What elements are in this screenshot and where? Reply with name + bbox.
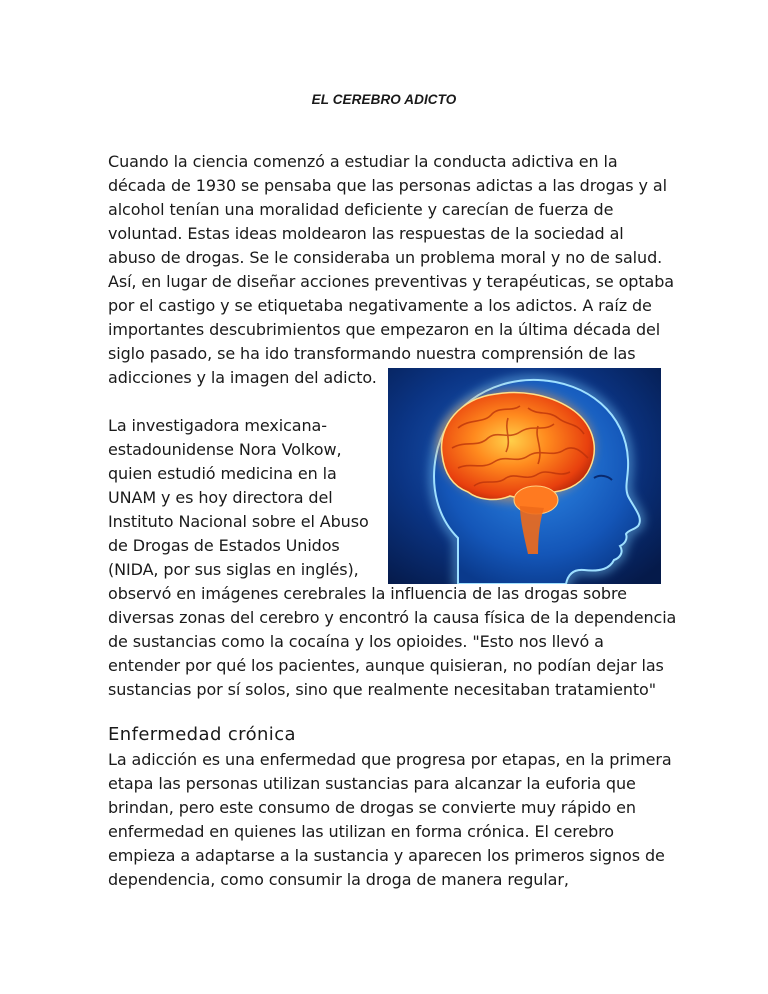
paragraph-line: siglo pasado, se ha ido transformando nuestra comprensión de las	[108, 344, 636, 363]
paragraph-line: La investigadora mexicana-	[108, 416, 327, 435]
paragraph-line: La adicción es una enfermedad que progresa por etapas, en la primera	[108, 750, 672, 769]
paragraph-line: de Drogas de Estados Unidos	[108, 536, 340, 555]
paragraph-line: brindan, pero este consumo de drogas se convierte muy rápido en	[108, 798, 636, 817]
paragraph-line: dependencia, como consumir la droga de manera regular,	[108, 870, 569, 889]
paragraph-line: estadounidense Nora Volkow,	[108, 440, 342, 459]
paragraph-line: entender por qué los pacientes, aunque quisieran, no podían dejar las	[108, 656, 664, 675]
paragraph-line: (NIDA, por sus siglas en inglés),	[108, 560, 359, 579]
paragraph-line: Instituto Nacional sobre el Abuso	[108, 512, 369, 531]
paragraph-line: quien estudió medicina en la	[108, 464, 337, 483]
paragraph-line: por el castigo y se etiquetaba negativamente a los adictos. A raíz de	[108, 296, 652, 315]
paragraph-line: abuso de drogas. Se le consideraba un problema moral y no de salud.	[108, 248, 663, 267]
paragraph-line: empieza a adaptarse a la sustancia y aparecen los primeros signos de	[108, 846, 665, 865]
paragraph-line: observó en imágenes cerebrales la influencia de las drogas sobre	[108, 584, 627, 603]
paragraph-line: adicciones y la imagen del adicto.	[108, 368, 377, 387]
paragraph-line: importantes descubrimientos que empezaron en la última década del	[108, 320, 661, 339]
paragraph-line: Así, en lugar de diseñar acciones preventivas y terapéuticas, se optaba	[108, 272, 674, 291]
paragraph-line: de sustancias como la cocaína y los opioides. "Esto nos llevó a	[108, 632, 604, 651]
paragraph-line: alcohol tenían una moralidad deficiente y carecían de fuerza de	[108, 200, 614, 219]
document-title: EL CEREBRO ADICTO	[311, 92, 457, 107]
paragraph-line: sustancias por sí solos, sino que realmente necesitaban tratamiento"	[108, 680, 657, 699]
paragraph-line: enfermedad en quienes las utilizan en forma crónica. El cerebro	[108, 822, 614, 841]
paragraph-line: década de 1930 se pensaba que las personas adictas a las drogas y al	[108, 176, 667, 195]
paragraph-line: diversas zonas del cerebro y encontró la causa física de la dependencia	[108, 608, 677, 627]
brain-head-illustration-icon	[388, 368, 661, 584]
paragraph-line: etapa las personas utilizan sustancias para alcanzar la euforia que	[108, 774, 636, 793]
paragraph-line: voluntad. Estas ideas moldearon las respuestas de la sociedad al	[108, 224, 624, 243]
paragraph-line: Cuando la ciencia comenzó a estudiar la conducta adictiva en la	[108, 152, 618, 171]
section-heading: Enfermedad crónica	[108, 724, 296, 745]
paragraph-line: UNAM y es hoy directora del	[108, 488, 333, 507]
